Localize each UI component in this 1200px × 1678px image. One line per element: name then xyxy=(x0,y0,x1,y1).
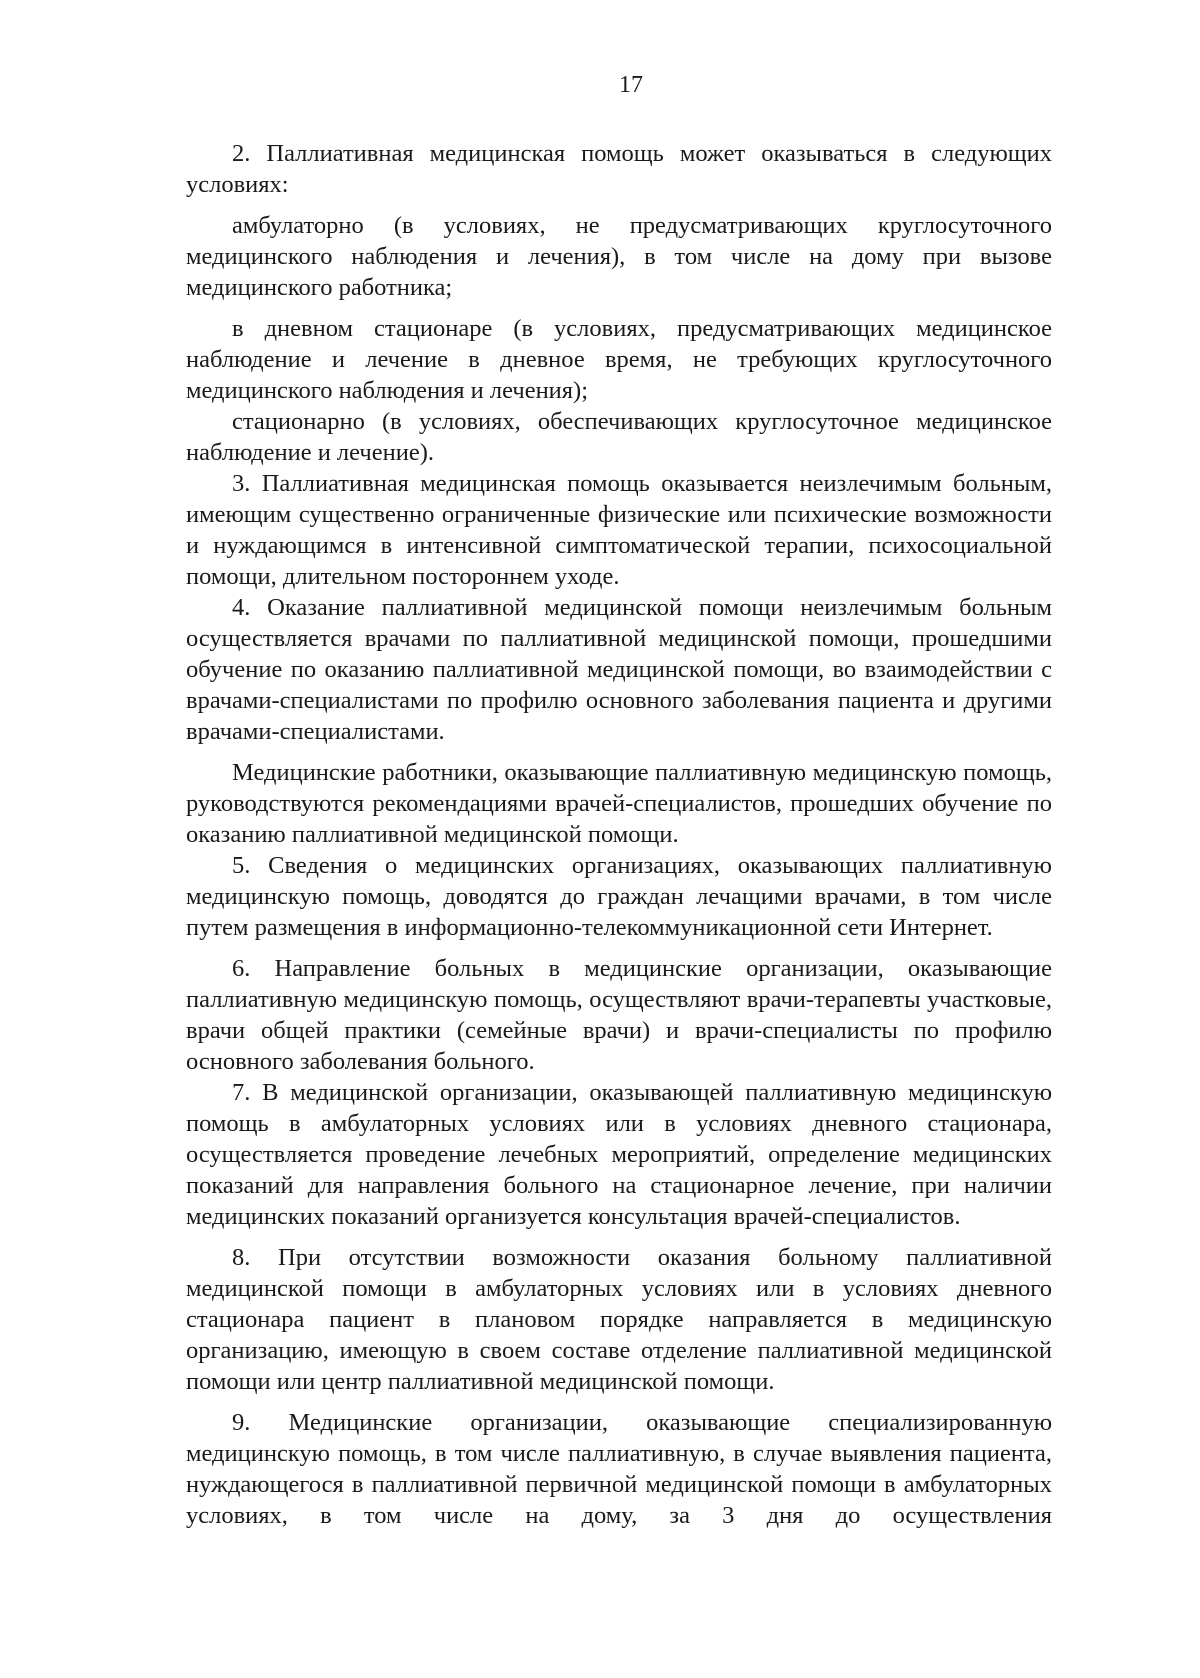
paragraph-medical-workers: Медицинские работники, оказывающие паллиативную медицинскую помощь, руководствуются рекомендациями врачей-специалистов, прошедших обучение по оказанию паллиативной медицинской помощи. xyxy=(186,759,1052,848)
paragraph-2: 2. Паллиативная медицинская помощь может оказываться в следующих условиях: xyxy=(186,140,1052,198)
paragraph-inpatient: стационарно (в условиях, обеспечивающих круглосуточное медицинское наблюдение и лечение). xyxy=(186,408,1052,466)
paragraph-ambulatory: амбулаторно (в условиях, не предусматривающих круглосуточного медицинского наблюдения и лечения), в том числе на дому при вызове медицинского работника; xyxy=(186,212,1052,301)
paragraph-9: 9. Медицинские организации, оказывающие специализированную медицинскую помощь, в том числе паллиативную, в случае выявления пациента, нуждающегося в паллиативной первичной медицинской помощи в амбулаторных условиях, в том числе на дому, за 3 дня до осуществления xyxy=(186,1409,1052,1529)
paragraph-4: 4. Оказание паллиативной медицинской помощи неизлечимым больным осуществляется врачами по паллиативной медицинской помощи, прошедшими обучение по оказанию паллиативной медицинской помощи, во взаимодействии с врачами-специалистами по профилю основного заболевания пациента и другими врачами-специалистами. xyxy=(186,594,1052,745)
paragraph-6: 6. Направление больных в медицинские организации, оказывающие паллиативную медицинскую помощь, осуществляют врачи-терапевты участковые, врачи общей практики (семейные врачи) и врачи-специалисты по профилю основного заболевания больного. xyxy=(186,955,1052,1075)
paragraph-5: 5. Сведения о медицинских организациях, оказывающих паллиативную медицинскую помощь, доводятся до граждан лечащими врачами, в том числе путем размещения в информационно-телекоммуникационной сети Интернет. xyxy=(186,852,1052,941)
page-number: 17 xyxy=(619,72,643,98)
paragraph-3: 3. Паллиативная медицинская помощь оказывается неизлечимым больным, имеющим существенно ограниченные физические или психические возможности и нуждающимся в интенсивной симптоматической терапии, психосоциальной помощи, длительном постороннем уходе. xyxy=(186,470,1052,590)
paragraph-day-hospital: в дневном стационаре (в условиях, предусматривающих медицинское наблюдение и лечение в дневное время, не требующих круглосуточного медицинского наблюдения и лечения); xyxy=(186,315,1052,404)
paragraph-8: 8. При отсутствии возможности оказания больному паллиативной медицинской помощи в амбулаторных условиях или в условиях дневного стационара пациент в плановом порядке направляется в медицинскую организацию, имеющую в своем составе отделение паллиативной медицинской помощи или центр паллиативной медицинской помощи. xyxy=(186,1244,1052,1395)
paragraph-7: 7. В медицинской организации, оказывающей паллиативную медицинскую помощь в амбулаторных условиях или в условиях дневного стационара, осуществляется проведение лечебных мероприятий, определение медицинских показаний для направления больного на стационарное лечение, при наличии медицинских показаний организуется консультация врачей-специалистов. xyxy=(186,1079,1052,1230)
document-body xyxy=(186,138,1052,1531)
